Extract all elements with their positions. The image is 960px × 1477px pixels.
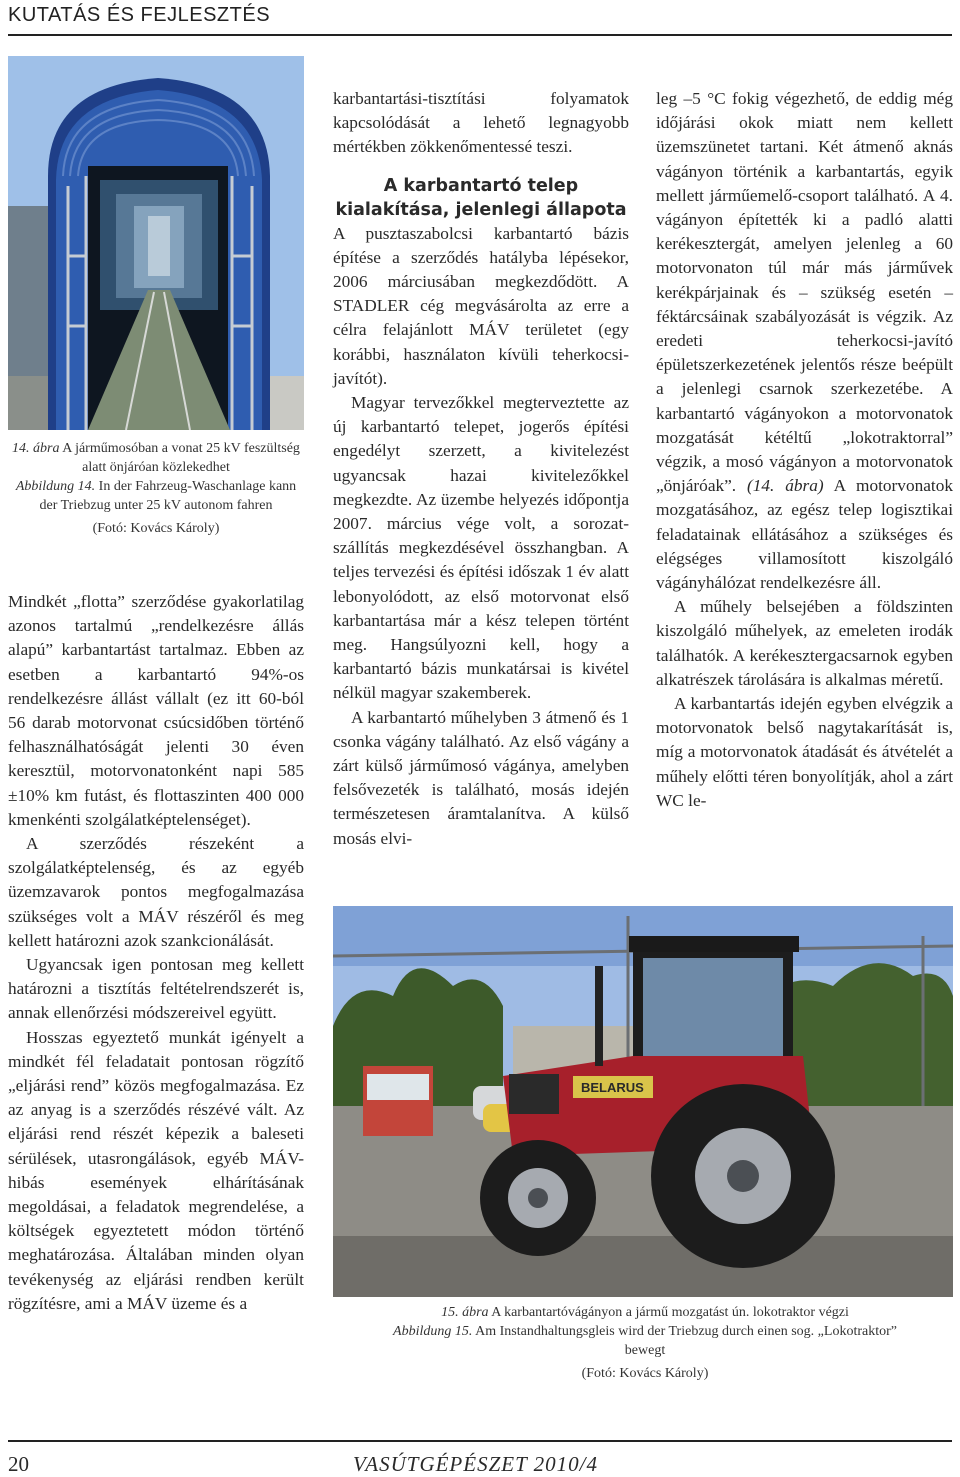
section-title: KUTATÁS ÉS FEJLESZTÉS: [8, 4, 271, 26]
figure-15-number: 15. ábra: [441, 1305, 489, 1320]
washing-hall-photo: [8, 56, 304, 430]
column-3: [656, 87, 953, 813]
col3-paragraph-2: A karbantartás idején egyben elvégzik a motorvonatok belső nagytakarítását is, míg a motorvonatok átadását és átvételét a műhely előtti téren bonyolítják, ahol a zárt WC le-: [656, 694, 953, 810]
tractor-illustration: [333, 906, 953, 1297]
section-heading: A karbantartó telep kialakítása, jelenlegi állapota: [335, 175, 627, 220]
page-header: [8, 0, 952, 36]
col2-paragraph-3: A karbantartó műhelyben 3 átmenő és 1 csonka vágány található. Az első vágány a zárt külső járműmosó vágánya, amelyben felsővezeték is található, mosás idején természetesen áramtalanítva. A külső mosás elvi-: [333, 707, 629, 848]
column-1: [8, 590, 304, 1316]
figure-15-credit: (Fotó: Kovács Károly): [581, 1366, 709, 1381]
col1-paragraph-3: Ugyancsak igen pontosan meg kellett határozni a tisztítás feltételrendszerét is, annak ellenőrzési módszereivel együtt.: [8, 955, 304, 1023]
figure-14-number: 14. ábra: [12, 441, 60, 456]
col3-paragraph-0-b: A motorvonatok mozgatásához, az egész telep logisztikai feladatainak ellátásához a szükséges és elégséges villamosított kiszolgáló vágányhálózat rendelkezésre áll.: [656, 476, 953, 593]
col1-paragraph-4: Hosszas egyeztető munkát igényelt a mindkét fél feladatait pontosan rögzítő „eljárási rend” közös megfogalmazása. Ez az anyag is a szerződés részévé vált. Az eljárási rend részét képezik a baleseti sérülések, utasrongálások, egyéb MÁV-hibás események elhárításának megoldásai, a feladatok megrendelése, a költségek egyeztetett módon történő meghatározása. Általában minden olyan tevékenység az eljárási rendben került rögzítésre, ami a MÁV üzeme és a: [8, 1027, 304, 1313]
column-2: [333, 87, 629, 851]
col1-paragraph-2: A szerződés részeként a szolgálatképtelenség, és az egyéb üzemzavarok pontos megfogalmazása szükséges volt a MÁV részéről és meg kellett határozni azok szankcionálását.: [8, 834, 304, 950]
figure-14-text-de: In der Fahrzeug-Waschanlage kann der Triebzug unter 25 kV autonom fahren: [39, 479, 297, 513]
tractor-photo: [333, 906, 953, 1297]
col2-paragraph-0: karbantartási-tisztítási folyamatok kapcsolódását a lehető legnagyobb mértékben zökkenőmentessé teszi.: [333, 89, 629, 157]
figure-14-number-de: Abbildung 14.: [15, 479, 96, 494]
footer-rule: [8, 1440, 952, 1442]
tractor-label: BELARUS: [581, 1080, 644, 1095]
col2-paragraph-1: A pusztaszabolcsi karbantartó bázis építése a szerződés hatályba lépésekor, 2006 márciusában megkezdődött. A STADLER cég megvásárolta az erre a célra felajánlott MÁV területet (egy korábbi, használaton kívüli teherkocsi-javítót).: [333, 223, 629, 388]
figure-15-caption: [380, 1303, 910, 1383]
figure-14-credit: (Fotó: Kovács Károly): [92, 521, 220, 536]
washing-hall-illustration: [8, 56, 304, 430]
col3-paragraph-1: A műhely belsejében a földszinten kiszolgáló műhelyek, az emeleten irodák találhatók. A kerékesztergacsarnok egyben alkatrészek tárolására is alkalmas méretű.: [656, 597, 953, 689]
figure-15-number-de: Abbildung 15.: [393, 1324, 473, 1339]
figure-14-caption: [8, 439, 304, 538]
figure-15-text-de: Am Instandhaltungsgleis wird der Triebzug durch einen sog. „Lokotraktor” bewegt: [475, 1324, 897, 1358]
header-rule: [8, 34, 952, 36]
page-number: 20: [8, 1452, 29, 1476]
col1-paragraph-1: Mindkét „flotta” szerződése gyakorlatilag azonos tartalmú „rendelkezésre állás alapú” karbantartást tartalmaz. Ebben az esetben a karbantartó 94%-os rendelkezésre állást vállalt (ez itt 60-ból 56 darab motorvonat csúcsidőben történő felhasználhatóságát jelenti 30 éven keresztül, motorvonatonként napi 585 ±10% km futást, és flottaszinten 400 000 kmenkénti szolgálatképtelenséget).: [8, 592, 304, 829]
figure-14-text-hu: A járműmosóban a vonat 25 kV feszültség alatt önjáróan közlekedhet: [62, 441, 300, 475]
col3-paragraph-0-a: leg –5 °C fokig végezhető, de eddig még időjárási okok miatt nem kellett üzemszünetet tartani. Két átmenő aknás vágányon történik a karbantartás, egyik mellett járműemelő-csoport található. A 4. vágányon építették ki a padló alatti kerékesztergát, amelyen jelenleg a 60 motorvonaton túl már más járművek kerékpárjainak és – szükség esetén – féktárcsáinak szabályozását is végzik. Az eredeti teherkocsi-javító épületszerkezetének jelentős része beépült a jelenlegi csarnok szerkezetébe. A karbantartó vágányokon a motorvonatok mozgatását kétéltű „lokotraktorral” végzik, a mosó vágányon a motorvonatok „önjáróak”.: [656, 89, 953, 496]
figure-15-text-hu: A karbantartóvágányon a jármű mozgatást ún. lokotraktor végzi: [491, 1305, 849, 1320]
figure-14-reference: (14. ábra): [747, 476, 824, 496]
col3-paragraph-0: [656, 87, 953, 595]
col2-paragraph-2: Magyar tervezőkkel megterveztette az új karbantartó telepet, jogerős építési engedélyt szerzett, a kivitelezést ugyancsak hazai kivitelezőkkel megkezdte. Az üzembe helyezés időpontja 2007. március vége volt, a sorozat-szállítás megkezdésével összhangban. A teljes tervezési és építési időszak 1 év alatt lebonyolódott, az első motorvonat első karbantartása már a kész telepen történt meg. Hangsúlyozni kell, hogy a karbantartó bázis munkatársai is kivétel nélkül magyar szakemberek.: [333, 393, 629, 703]
page-footer: [8, 1440, 952, 1477]
journal-name: VASÚTGÉPÉSZET 2010/4: [353, 1452, 598, 1476]
